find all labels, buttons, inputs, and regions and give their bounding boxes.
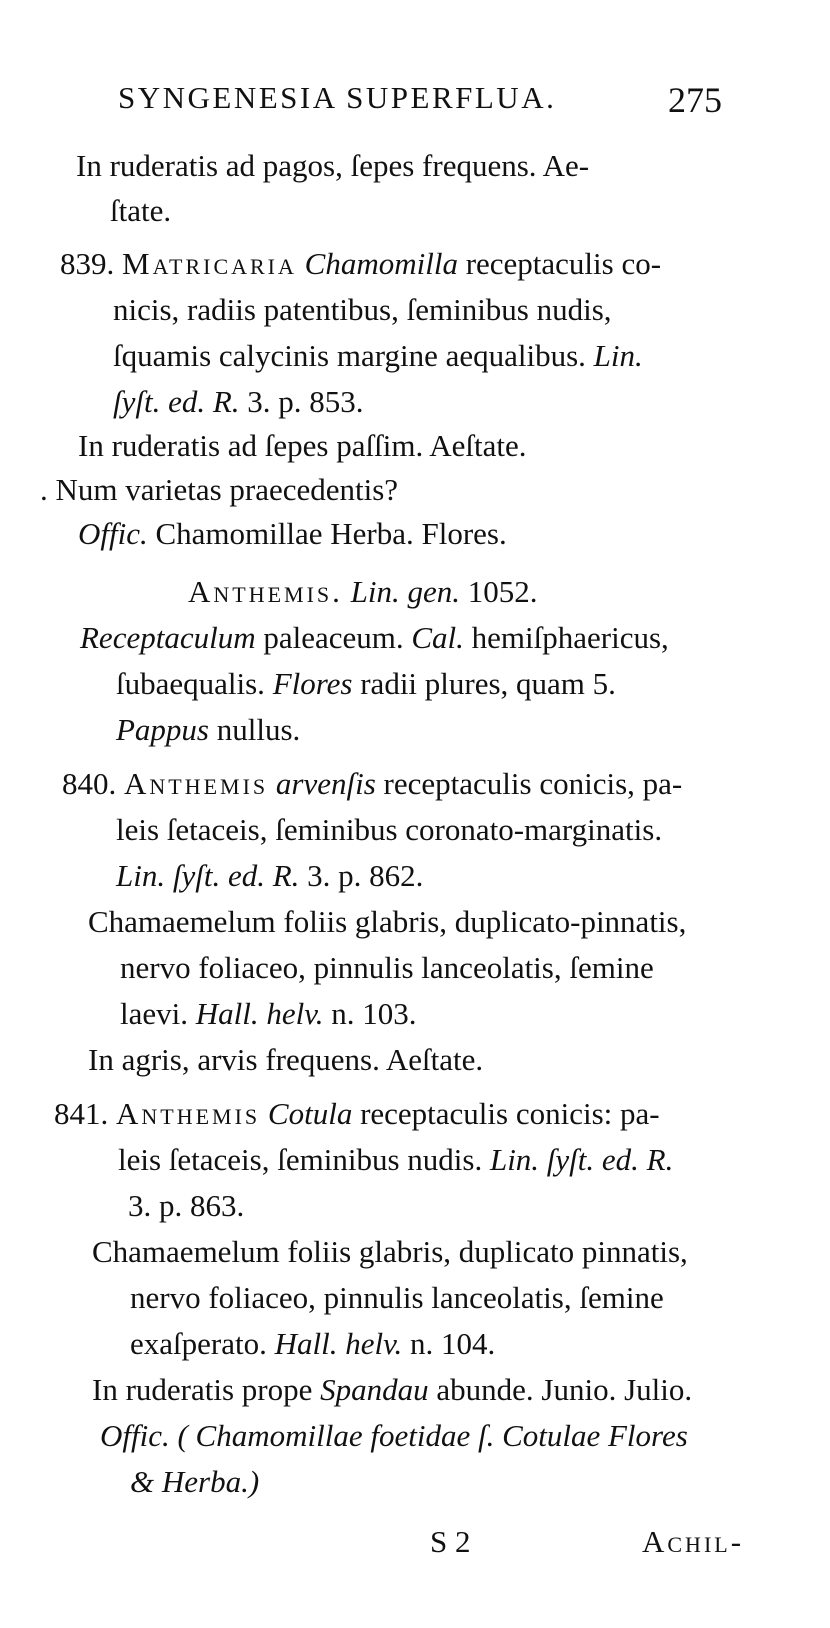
place-name: Spandau — [320, 1372, 429, 1407]
text-line: In ruderatis ad ſepes paſſim. Aeſtate. — [78, 428, 527, 463]
text-segment: ſquamis calycinis margine aequalibus. — [113, 338, 594, 373]
text-line — [118, 1140, 673, 1180]
genus-name: Matricaria — [122, 246, 297, 281]
text-line: In ruderatis ad pagos, ſepes frequens. Ae- — [76, 148, 590, 183]
text-segment: ſubaequalis. — [116, 666, 273, 701]
text-segment: n. 104. — [402, 1326, 496, 1361]
text-line — [116, 664, 616, 704]
text-segment: paleaceum. — [255, 620, 412, 655]
text-line — [92, 1370, 692, 1410]
text-line: ſtate. — [110, 193, 172, 228]
text-line: . Num varietas praecedentis? — [40, 472, 399, 507]
text-line — [113, 336, 643, 376]
text-line — [130, 1462, 259, 1502]
catchword: Achil- — [642, 1524, 745, 1559]
text-segment: receptaculis conicis: pa- — [352, 1096, 660, 1131]
text-segment: Chamomillae Herba. Flores. — [147, 516, 507, 551]
text-segment: 3. p. 862. — [299, 858, 424, 893]
reference-abbrev: Lin. ſyſt. ed. R. — [489, 1142, 674, 1177]
text-segment: laevi. — [120, 996, 196, 1031]
text-line — [130, 1324, 495, 1364]
reference-abbrev: Offic. ( Chamomillae foetidae ſ. Cotulae Flores — [100, 1418, 688, 1453]
text-segment: In ruderatis prope — [92, 1372, 321, 1407]
text-segment: receptaculis co- — [457, 246, 662, 281]
species-name: Cotula — [260, 1096, 353, 1131]
term: Flores — [272, 666, 353, 701]
entry-840 — [62, 764, 682, 804]
text-line: nicis, radiis patentibus, ſeminibus nudis, — [113, 292, 612, 327]
text-segment: n. 103. — [323, 996, 417, 1031]
text-segment: exaſperato. — [130, 1326, 275, 1361]
text-segment: & Herba.) — [130, 1464, 260, 1499]
text-line — [116, 856, 423, 896]
entry-839 — [60, 244, 661, 284]
text-line: nervo foliaceo, pinnulis lanceolatis, ſemine — [130, 1280, 664, 1315]
term: Receptaculum — [80, 620, 256, 655]
text-segment: nullus. — [209, 712, 301, 747]
reference-abbrev: Lin. ſyſt. ed. R. — [116, 858, 300, 893]
reference-abbrev: Hall. helv. — [274, 1326, 403, 1361]
text-segment: radii plures, quam 5. — [352, 666, 616, 701]
term: Pappus — [116, 712, 209, 747]
text-line: In agris, arvis frequens. Aeſtate. — [88, 1042, 484, 1077]
reference-abbrev: ſyſt. ed. R. — [113, 384, 240, 419]
text-line — [120, 994, 416, 1034]
reference-abbrev: Offic. — [78, 516, 148, 551]
genus-heading — [188, 572, 538, 612]
reference-abbrev: Lin. — [593, 338, 643, 373]
text-line: Chamaemelum foliis glabris, duplicato pinnatis, — [92, 1234, 688, 1269]
running-title: SYNGENESIA SUPERFLUA. — [118, 80, 557, 115]
text-line — [78, 514, 507, 554]
term: Cal. — [411, 620, 464, 655]
text-line — [116, 710, 300, 750]
text-line: leis ſetaceis, ſeminibus coronato-marginatis. — [116, 812, 663, 847]
entry-number: 841. — [54, 1096, 109, 1131]
text-segment: receptaculis conicis, pa- — [375, 766, 683, 801]
text-line — [80, 618, 669, 658]
genus-name: Anthemis. — [188, 574, 343, 609]
genus-name: Anthemis — [116, 1096, 261, 1131]
entry-number: 839. — [60, 246, 115, 281]
signature-mark: S 2 — [430, 1524, 471, 1559]
text-segment: leis ſetaceis, ſeminibus nudis. — [118, 1142, 490, 1177]
text-line — [113, 382, 364, 422]
genus-name: Anthemis — [124, 766, 269, 801]
species-name: arvenſis — [268, 766, 376, 801]
text-segment: abunde. Junio. Julio. — [428, 1372, 693, 1407]
entry-number: 840. — [62, 766, 117, 801]
text-segment: hemiſphaericus, — [463, 620, 669, 655]
reference-abbrev: Hall. helv. — [195, 996, 324, 1031]
page-number: 275 — [668, 80, 722, 120]
entry-841 — [54, 1094, 660, 1134]
text-line — [100, 1416, 688, 1456]
text-line: Chamaemelum foliis glabris, duplicato-pinnatis, — [88, 904, 687, 939]
text-segment: 1052. — [460, 574, 538, 609]
text-line: nervo foliaceo, pinnulis lanceolatis, ſemine — [120, 950, 654, 985]
species-name: Chamomilla — [304, 246, 458, 281]
text-segment: 3. p. 853. — [239, 384, 364, 419]
text-line: 3. p. 863. — [128, 1188, 245, 1223]
reference-abbrev: Lin. gen. — [342, 574, 461, 609]
